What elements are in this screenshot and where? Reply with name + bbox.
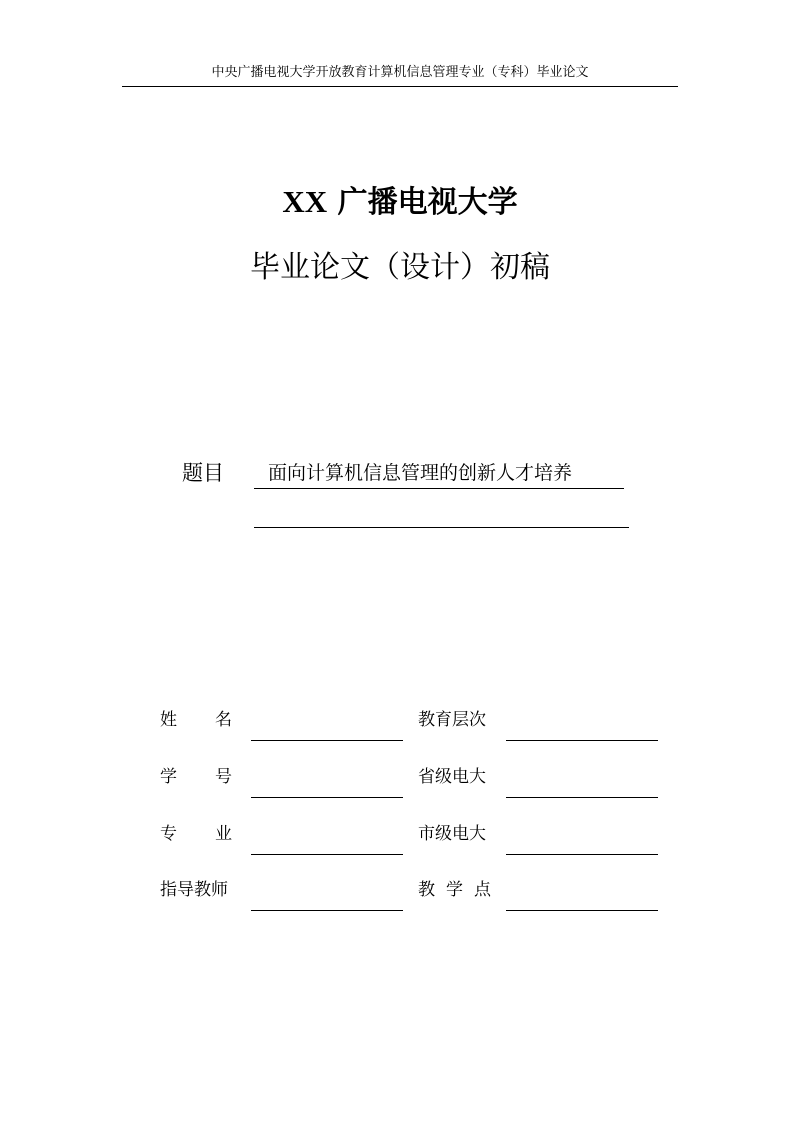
provincial-tvu-field[interactable] [506,797,658,798]
university-title-prefix: XX [282,184,328,219]
teaching-site-label: 教学点 [418,880,502,900]
topic-field[interactable] [254,458,624,489]
topic-label: 题目 [182,461,224,485]
document-title: 毕业论文（设计）初稿 [250,250,550,285]
major-label: 专业 [160,824,270,844]
running-header-text: 中央广播电视大学开放教育计算机信息管理专业（专科）毕业论文 [211,65,589,80]
municipal-tvu-field[interactable] [506,854,658,855]
advisor-label: 指导教师 [160,880,228,900]
running-header [122,64,678,87]
topic-value: 面向计算机信息管理的创新人才培养 [268,462,573,484]
university-title-name: 广播电视大学 [327,185,518,220]
name-label: 姓名 [160,710,270,730]
advisor-field[interactable] [251,910,403,911]
university-title [0,182,800,223]
education-level-label: 教育层次 [418,710,486,730]
student-id-label: 学号 [160,767,270,787]
student-id-field[interactable] [251,797,403,798]
topic-field-line-2[interactable] [254,527,629,528]
teaching-site-field[interactable] [506,910,658,911]
education-level-field[interactable] [506,740,658,741]
name-field[interactable] [251,740,403,741]
provincial-tvu-label: 省级电大 [418,767,486,787]
major-field[interactable] [251,854,403,855]
municipal-tvu-label: 市级电大 [418,824,486,844]
